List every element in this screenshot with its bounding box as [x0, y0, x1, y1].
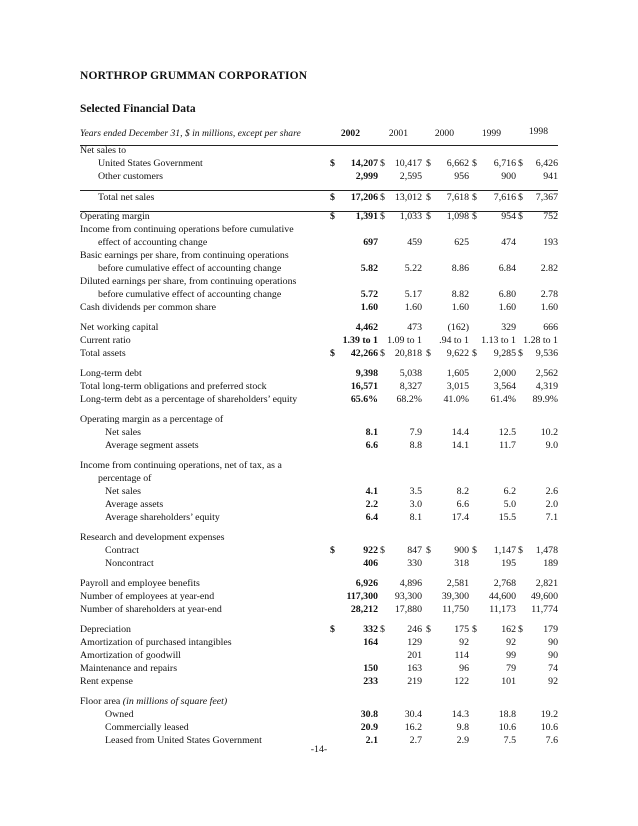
cell-1998: 7.1: [545, 512, 558, 523]
cell-2001: 30.4: [404, 709, 422, 720]
cell-2002: 6.4: [365, 512, 378, 523]
cell-1998: 9,536: [535, 348, 558, 359]
currency-sign: $: [518, 192, 523, 203]
cell-2001: 16.2: [404, 722, 422, 733]
cell-1999: 101: [501, 676, 516, 687]
cell-2001: 2.7: [409, 735, 422, 746]
cell-2001: 459: [407, 237, 422, 248]
cell-2002: 2.2: [365, 499, 378, 510]
cell-2002: 164: [363, 637, 378, 648]
cell-2000: 8.82: [451, 289, 469, 300]
cell-1998: 2.0: [545, 499, 558, 510]
cell-2001: 163: [407, 663, 422, 674]
cell-2002: 42,266: [350, 348, 378, 359]
cell-2001: 4,896: [399, 578, 422, 589]
page-number: -14-: [310, 744, 328, 755]
cell-1999: 1,147: [493, 545, 516, 556]
cell-2000: 39,300: [441, 591, 469, 602]
currency-sign: $: [330, 192, 335, 203]
cell-2001: 8,327: [399, 381, 422, 392]
cell-2001: 13,012: [394, 192, 422, 203]
row-label: Operating margin as a percentage of: [80, 414, 224, 425]
cell-2002: 16,571: [350, 381, 378, 392]
currency-sign: $: [472, 192, 477, 203]
cell-1998: 2,821: [535, 578, 558, 589]
row-label: Number of shareholders at year-end: [80, 604, 222, 615]
year-2000: 2000: [434, 128, 454, 139]
row-label: Current ratio: [80, 335, 131, 346]
year-2001: 2001: [388, 128, 408, 139]
table-row: [80, 249, 560, 262]
cell-2000: 175: [454, 624, 469, 635]
cell-2000: 8.86: [451, 263, 469, 274]
row-label: Net sales: [105, 427, 141, 438]
table-row: [80, 275, 560, 288]
currency-sign: $: [426, 192, 431, 203]
row-label: Commercially leased: [105, 722, 189, 733]
table-row: [80, 603, 560, 616]
table-header: [80, 128, 560, 142]
cell-1998: 74: [548, 663, 558, 674]
table-row: [80, 301, 560, 314]
cell-1999: 7,616: [493, 192, 516, 203]
cell-1999: 15.5: [498, 512, 516, 523]
table-row: [80, 144, 560, 157]
table-row: [80, 426, 560, 439]
currency-sign: $: [518, 211, 523, 222]
cell-1999: 474: [501, 237, 516, 248]
cell-2001: 8.1: [409, 512, 422, 523]
row-label: effect of accounting change: [98, 237, 208, 248]
currency-sign: $: [380, 348, 385, 359]
cell-1999: 18.8: [498, 709, 516, 720]
currency-sign: $: [472, 348, 477, 359]
cell-2000: 8.2: [456, 486, 469, 497]
table-row: [80, 210, 560, 223]
cell-2000: 1.60: [451, 302, 469, 313]
table-row: [80, 708, 560, 721]
row-label: Average segment assets: [105, 440, 199, 451]
cell-2000: 14.1: [451, 440, 469, 451]
row-label: Other customers: [98, 171, 163, 182]
currency-sign: $: [380, 192, 385, 203]
row-label: Net sales: [105, 486, 141, 497]
cell-2000: 6,662: [446, 158, 469, 169]
cell-2000: 318: [454, 558, 469, 569]
cell-2002: 6,926: [355, 578, 378, 589]
cell-2000: 3,015: [446, 381, 469, 392]
cell-2001: 3.5: [409, 486, 422, 497]
cell-2001: 5.17: [404, 289, 422, 300]
row-label: Net sales to: [80, 145, 127, 156]
cell-1998: 193: [543, 237, 558, 248]
currency-sign: $: [426, 545, 431, 556]
cell-2001: 5,038: [399, 368, 422, 379]
currency-sign: $: [518, 158, 523, 169]
cell-2000: 6.6: [456, 499, 469, 510]
cell-1999: 44,600: [488, 591, 516, 602]
cell-2002: 697: [363, 237, 378, 248]
cell-1999: 900: [501, 171, 516, 182]
table-row: [80, 649, 560, 662]
cell-2001: 219: [407, 676, 422, 687]
row-label-note: (in millions of square feet): [122, 696, 228, 707]
cell-2000: 9,622: [446, 348, 469, 359]
table-row: [80, 590, 560, 603]
cell-2000: 11,750: [442, 604, 469, 615]
cell-2001: 129: [407, 637, 422, 648]
table-row: [80, 662, 560, 675]
cell-2000: 96: [459, 663, 469, 674]
cell-1998: 90: [548, 650, 558, 661]
table-row: [80, 347, 560, 360]
cell-2000: 14.4: [451, 427, 469, 438]
table-row: [80, 498, 560, 511]
table-row: [80, 472, 560, 485]
row-label: Noncontract: [105, 558, 154, 569]
table-row: [80, 511, 560, 524]
cell-1999: 10.6: [498, 722, 516, 733]
currency-sign: $: [518, 348, 523, 359]
header-note: Years ended December 31, $ in millions, except per share: [80, 128, 301, 139]
cell-2000: 1,098: [446, 211, 469, 222]
cell-1998: 941: [543, 171, 558, 182]
row-label: Amortization of goodwill: [80, 650, 181, 661]
cell-1998: 2.82: [540, 263, 558, 274]
cell-2000: 17.4: [451, 512, 469, 523]
cell-1999: 2,000: [493, 368, 516, 379]
cell-2000: 625: [454, 237, 469, 248]
currency-sign: $: [426, 624, 431, 635]
row-label: Total long-term obligations and preferred stock: [80, 381, 267, 392]
cell-1998: 10.6: [540, 722, 558, 733]
cell-2002: 30.8: [360, 709, 378, 720]
cell-1999: 6,716: [493, 158, 516, 169]
cell-1998: 2.6: [545, 486, 558, 497]
row-label: before cumulative effect of accounting change: [98, 289, 282, 300]
cell-2001: 847: [407, 545, 422, 556]
cell-2000: 2,581: [446, 578, 469, 589]
cell-1999: 1.13 to 1: [481, 335, 516, 346]
cell-1998: 49,600: [530, 591, 558, 602]
table-row: [80, 531, 560, 544]
cell-2002: 28,212: [350, 604, 378, 615]
year-1999: 1999: [481, 128, 501, 139]
cell-2000: 900: [454, 545, 469, 556]
cell-1998: 189: [543, 558, 558, 569]
row-label: Diluted earnings per share, from continuing operations: [80, 276, 297, 287]
row-label: Average assets: [105, 499, 164, 510]
table-row: [80, 191, 560, 204]
cell-2002: 233: [363, 676, 378, 687]
row-label: before cumulative effect of accounting change: [98, 263, 282, 274]
cell-1998: 752: [543, 211, 558, 222]
currency-sign: $: [426, 211, 431, 222]
cell-2001: 2,595: [399, 171, 422, 182]
cell-2002: 4.1: [365, 486, 378, 497]
cell-1999: 329: [501, 322, 516, 333]
cell-2001: 201: [407, 650, 422, 661]
cell-2000: (162): [447, 322, 469, 333]
company-name: NORTHROP GRUMMAN CORPORATION: [80, 70, 308, 82]
currency-sign: $: [472, 158, 477, 169]
cell-1998: 7.6: [545, 735, 558, 746]
cell-1999: 12.5: [498, 427, 516, 438]
cell-2002: 9,398: [355, 368, 378, 379]
table-row: [80, 557, 560, 570]
cell-1999: 162: [501, 624, 516, 635]
cell-2002: 922: [363, 545, 378, 556]
row-label: Net working capital: [80, 322, 159, 333]
cell-2000: 1,605: [446, 368, 469, 379]
table-row: [80, 721, 560, 734]
cell-2002: 406: [363, 558, 378, 569]
cell-1998: 1,478: [535, 545, 558, 556]
cell-1998: 666: [543, 322, 558, 333]
row-label: Amortization of purchased intangibles: [80, 637, 232, 648]
row-label: Total assets: [80, 348, 126, 359]
cell-2001: 20,818: [394, 348, 422, 359]
cell-1998: 9.0: [545, 440, 558, 451]
table-row: [80, 675, 560, 688]
cell-1999: 6.80: [498, 289, 516, 300]
cell-2001: 1,033: [399, 211, 422, 222]
cell-1998: 89.9%: [532, 394, 558, 405]
row-label: Total net sales: [98, 192, 155, 203]
cell-1998: 2.78: [540, 289, 558, 300]
table-row: [80, 170, 560, 183]
table-row: [80, 157, 560, 170]
table-row: [80, 367, 560, 380]
cell-1999: 954: [501, 211, 516, 222]
cell-1999: 6.84: [498, 263, 516, 274]
cell-2000: 9.8: [456, 722, 469, 733]
currency-sign: $: [472, 211, 477, 222]
table-row: [80, 236, 560, 249]
cell-2001: 330: [407, 558, 422, 569]
cell-2001: 68.2%: [396, 394, 422, 405]
currency-sign: $: [330, 624, 335, 635]
currency-sign: $: [472, 545, 477, 556]
row-label: Income from continuing operations before cumulative: [80, 224, 294, 235]
cell-1998: 1.60: [540, 302, 558, 313]
cell-1998: 1.28 to 1: [523, 335, 558, 346]
currency-sign: $: [330, 211, 335, 222]
cell-2000: 114: [454, 650, 469, 661]
year-1998: 1998: [528, 126, 548, 137]
row-label: Contract: [105, 545, 140, 556]
cell-1999: 5.0: [503, 499, 516, 510]
table-row: [80, 413, 560, 426]
currency-sign: $: [330, 158, 335, 169]
cell-1998: 10.2: [540, 427, 558, 438]
table-row: [80, 334, 560, 347]
cell-2001: 7.9: [409, 427, 422, 438]
row-label: Rent expense: [80, 676, 133, 687]
cell-2002: 2,999: [355, 171, 378, 182]
cell-1998: 6,426: [535, 158, 558, 169]
cell-2001: 5.22: [404, 263, 422, 274]
currency-sign: $: [330, 348, 335, 359]
table-row: [80, 459, 560, 472]
cell-2002: 65.6%: [350, 394, 378, 405]
table-row: [80, 288, 560, 301]
row-label: Basic earnings per share, from continuing operations: [80, 250, 289, 261]
cell-2001: 17,880: [394, 604, 422, 615]
cell-1999: 6.2: [503, 486, 516, 497]
row-label: Cash dividends per common share: [80, 302, 217, 313]
row-label: Long-term debt: [80, 368, 142, 379]
cell-1998: 92: [548, 676, 558, 687]
row-label: Income from continuing operations, net of tax, as a: [80, 460, 282, 471]
table-row: [80, 223, 560, 236]
cell-1999: 195: [501, 558, 516, 569]
cell-1999: 99: [506, 650, 516, 661]
table-row: [80, 380, 560, 393]
row-label: Owned: [105, 709, 134, 720]
currency-sign: $: [518, 545, 523, 556]
currency-sign: $: [380, 211, 385, 222]
cell-1998: 2,562: [535, 368, 558, 379]
cell-2002: 20.9: [360, 722, 378, 733]
cell-2001: 473: [407, 322, 422, 333]
table-row: [80, 623, 560, 636]
cell-2001: 246: [407, 624, 422, 635]
row-label: Research and development expenses: [80, 532, 225, 543]
cell-2001: 10,417: [394, 158, 422, 169]
cell-1999: 1.60: [498, 302, 516, 313]
cell-1999: 11,173: [489, 604, 516, 615]
table-row: [80, 393, 560, 406]
cell-2002: 14,207: [350, 158, 378, 169]
cell-2002: 4,462: [355, 322, 378, 333]
cell-2002: 1,391: [355, 211, 378, 222]
cell-1998: 4,319: [535, 381, 558, 392]
cell-2000: 14.3: [451, 709, 469, 720]
currency-sign: $: [380, 624, 385, 635]
currency-sign: $: [426, 158, 431, 169]
cell-1998: 7,367: [535, 192, 558, 203]
table-row: [80, 262, 560, 275]
cell-2000: 7,618: [446, 192, 469, 203]
cell-2001: 1.09 to 1: [387, 335, 422, 346]
row-label: Long-term debt as a percentage of shareholders’ equity: [80, 394, 298, 405]
row-label: percentage of: [98, 473, 152, 484]
cell-2001: 3.0: [409, 499, 422, 510]
cell-1998: 11,774: [531, 604, 558, 615]
cell-2000: 2.9: [456, 735, 469, 746]
cell-1999: 61.4%: [490, 394, 516, 405]
cell-2002: 1.39 to 1: [342, 335, 378, 346]
cell-2002: 2.1: [365, 735, 378, 746]
row-label: Leased from United States Government: [105, 735, 262, 746]
cell-2001: 93,300: [394, 591, 422, 602]
table-row: [80, 485, 560, 498]
cell-1999: 79: [506, 663, 516, 674]
table-row: [80, 439, 560, 452]
row-label: Floor area (in millions of square feet): [80, 696, 228, 707]
row-label: Payroll and employee benefits: [80, 578, 200, 589]
currency-sign: $: [380, 545, 385, 556]
cell-1998: 19.2: [540, 709, 558, 720]
cell-1999: 92: [506, 637, 516, 648]
cell-1998: 179: [543, 624, 558, 635]
cell-2001: 1.60: [404, 302, 422, 313]
row-label: Average shareholders’ equity: [105, 512, 220, 523]
table-row: [80, 636, 560, 649]
cell-1999: 11.7: [499, 440, 516, 451]
table-row: [80, 321, 560, 334]
cell-1999: 3,564: [493, 381, 516, 392]
cell-2002: 117,300: [346, 591, 378, 602]
table-row: [80, 544, 560, 557]
cell-2002: 17,206: [350, 192, 378, 203]
year-2002: 2002: [340, 128, 360, 139]
cell-2002: 332: [363, 624, 378, 635]
section-title: Selected Financial Data: [80, 103, 196, 115]
currency-sign: $: [330, 545, 335, 556]
cell-2000: 92: [459, 637, 469, 648]
cell-1999: 2,768: [493, 578, 516, 589]
cell-2002: 5.82: [360, 263, 378, 274]
currency-sign: $: [426, 348, 431, 359]
cell-2000: 122: [454, 676, 469, 687]
table-row: [80, 577, 560, 590]
row-label: Maintenance and repairs: [80, 663, 178, 674]
cell-1999: 9,285: [493, 348, 516, 359]
row-label: United States Government: [98, 158, 203, 169]
currency-sign: $: [380, 158, 385, 169]
row-label: Depreciation: [80, 624, 131, 635]
cell-1999: 7.5: [503, 735, 516, 746]
cell-1998: 90: [548, 637, 558, 648]
cell-2002: 1.60: [360, 302, 378, 313]
currency-sign: $: [472, 624, 477, 635]
cell-2002: 150: [363, 663, 378, 674]
cell-2002: 6.6: [365, 440, 378, 451]
table-row: [80, 695, 560, 708]
currency-sign: $: [518, 624, 523, 635]
cell-2000: .94 to 1: [439, 335, 469, 346]
row-label: Number of employees at year-end: [80, 591, 215, 602]
cell-2000: 956: [454, 171, 469, 182]
cell-2001: 8.8: [409, 440, 422, 451]
cell-2002: 5.72: [360, 289, 378, 300]
cell-2002: 8.1: [365, 427, 378, 438]
cell-2000: 41.0%: [443, 394, 469, 405]
row-label: Operating margin: [80, 211, 150, 222]
